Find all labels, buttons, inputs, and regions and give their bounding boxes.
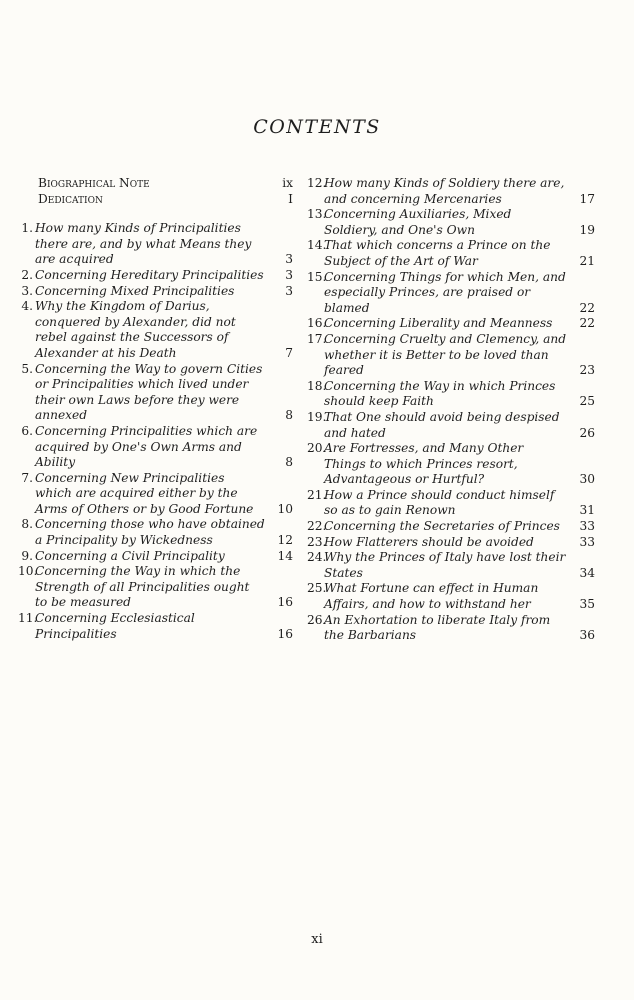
toc-entry-page: 16: [277, 626, 293, 641]
toc-entry-title: How many Kinds of Principalities there are, and by what Means they are acquired: [35, 221, 252, 267]
toc-entry-number: 21.: [307, 487, 327, 502]
page-number: xi: [311, 932, 323, 947]
toc-entry-number: 9.: [21, 548, 33, 563]
toc-entry-number: 26.: [307, 612, 327, 627]
toc-entry-chapter[interactable]: [307, 613, 595, 644]
toc-entry-title: Are Fortresses, and Many Other Things to which Princes resort, Advantageous or Hurtful?: [324, 441, 524, 487]
toc-entry-number: 25.: [307, 581, 327, 596]
toc-entry-number: 16.: [307, 316, 327, 331]
toc-entry-page: 3: [285, 283, 293, 298]
toc-entry-number: 14.: [307, 238, 327, 253]
toc-entry-chapter[interactable]: [18, 471, 293, 518]
toc-entry-chapter[interactable]: [307, 488, 595, 519]
toc-entry-chapter[interactable]: [307, 270, 595, 317]
toc-entry-title: Why the Princes of Italy have lost their States: [324, 550, 566, 580]
toc-entry-page: 12: [277, 533, 293, 548]
toc-entry-number: 22.: [307, 519, 327, 534]
toc-entry-title: Concerning those who have obtained a Principality by Wickedness: [35, 517, 265, 548]
toc-entry-title: Why the Kingdom of Darius, conquered by Alexander, did not rebel against the Successors of Alexander at his Death: [35, 299, 236, 360]
toc-entry-dedication[interactable]: [18, 192, 293, 208]
toc-entry-page: 34: [579, 565, 595, 580]
toc-entry-title: Concerning the Way in which Princes should keep Faith: [324, 378, 556, 409]
toc-right-column: [307, 176, 595, 644]
toc-entry-page: 35: [579, 597, 595, 612]
toc-entry-number: 13.: [307, 207, 327, 222]
toc-entry-chapter[interactable]: [307, 535, 595, 551]
toc-entry-chapter[interactable]: [307, 441, 595, 488]
toc-entry-number: 8.: [21, 517, 33, 532]
toc-entry-title: Concerning Ecclesiastical Principalities: [35, 611, 195, 641]
toc-entry-number: 12.: [307, 176, 327, 190]
toc-entry-chapter[interactable]: [18, 299, 293, 361]
toc-entry-title: Concerning New Principalities which are acquired either by the Arms of Others or by Good Fortune: [35, 470, 254, 516]
toc-entry-title: That which concerns a Prince on the Subject of the Art of War: [324, 238, 551, 268]
toc-entry-number: 15.: [307, 269, 327, 284]
toc-entry-chapter[interactable]: [307, 207, 595, 238]
toc-entry-chapter[interactable]: [307, 519, 595, 535]
toc-entry-page: 19: [579, 222, 595, 237]
toc-entry-chapter[interactable]: [18, 549, 293, 565]
toc-entry-number: 23.: [307, 534, 327, 549]
toc-entry-page: 21: [579, 253, 595, 268]
toc-entry-title: How a Prince should conduct himself so as to gain Renown: [324, 487, 555, 518]
toc-entry-number: 3.: [21, 283, 33, 298]
toc-entry-title: Concerning Liberality and Meanness: [324, 316, 553, 331]
toc-left-chapter-list: [18, 221, 293, 642]
toc-entry-page: 26: [579, 425, 595, 440]
toc-entry-page: 8: [285, 455, 293, 470]
toc-entry-chapter[interactable]: [18, 424, 293, 471]
toc-entry-number: 24.: [307, 550, 327, 565]
toc-entry-title: Concerning Things for which Men, and especially Princes, are praised or blamed: [324, 269, 566, 315]
toc-entry-title: How many Kinds of Soldiery there are, and concerning Mercenaries: [324, 176, 565, 206]
toc-entry-page: 30: [579, 472, 595, 487]
page-title: CONTENTS: [253, 116, 381, 138]
toc-entry-page: 10: [277, 501, 293, 516]
toc-entry-page: 25: [579, 394, 595, 409]
toc-entry-page: 22: [579, 300, 595, 315]
toc-entry-page: 16: [277, 595, 293, 610]
toc-entry-page: 8: [285, 408, 293, 423]
toc-entry-number: 17.: [307, 331, 327, 346]
toc-entry-number: 1.: [21, 221, 33, 236]
toc-entry-biographical-note[interactable]: [18, 176, 293, 192]
toc-entry-title: An Exhortation to liberate Italy from the Barbarians: [324, 612, 551, 643]
toc-entry-page: 33: [579, 534, 595, 549]
toc-entry-title: Concerning Principalities which are acquired by One's Own Arms and Ability: [35, 423, 258, 470]
toc-entry-page: 7: [285, 345, 293, 360]
toc-entry-page: 22: [579, 316, 595, 331]
toc-entry-number: 10.: [18, 564, 38, 579]
toc-entry-title: Biographical Note: [38, 176, 150, 190]
toc-entry-chapter[interactable]: [18, 284, 293, 300]
toc-entry-number: 4.: [21, 299, 33, 314]
toc-entry-page: 23: [579, 363, 595, 378]
toc-entry-title: That One should avoid being despised and hated: [324, 409, 560, 440]
toc-entry-chapter[interactable]: [307, 238, 595, 269]
toc-entry-chapter[interactable]: [18, 517, 293, 548]
toc-entry-page: 31: [579, 503, 595, 518]
toc-entry-page: 14: [277, 548, 293, 563]
toc-entry-title: Concerning the Way in which the Strength of all Principalities ought to be measured: [35, 564, 250, 610]
toc-entry-number: 18.: [307, 378, 327, 393]
toc-entry-page: 3: [285, 252, 293, 267]
toc-entry-chapter[interactable]: [18, 221, 293, 268]
toc-entry-number: 6.: [21, 423, 33, 438]
toc-entry-title: Concerning the Secretaries of Princes: [324, 519, 560, 534]
toc-entry-chapter[interactable]: [307, 550, 595, 581]
toc-entry-number: 11.: [18, 611, 38, 626]
toc-entry-chapter[interactable]: [307, 316, 595, 332]
toc-entry-chapter[interactable]: [307, 581, 595, 612]
toc-entry-chapter[interactable]: [18, 564, 293, 611]
toc-entry-title: Concerning Mixed Principalities: [35, 283, 235, 298]
toc-entry-title: Dedication: [38, 191, 103, 206]
toc-entry-chapter[interactable]: [18, 362, 293, 424]
toc-entry-title: Concerning the Way to govern Cities or Principalities which lived under their own Laws before they were annexed: [35, 361, 263, 423]
toc-entry-page: I: [288, 191, 293, 206]
toc-entry-number: 2.: [21, 267, 33, 282]
toc-entry-title: Concerning Auxiliaries, Mixed Soldiery, and One's Own: [324, 207, 512, 237]
toc-entry-number: 19.: [307, 409, 327, 424]
toc-entry-page: 36: [579, 628, 595, 643]
toc-entry-chapter[interactable]: [307, 379, 595, 410]
toc-entry-page: 17: [579, 191, 595, 206]
toc-entry-number: 5.: [21, 361, 33, 376]
toc-entry-chapter[interactable]: [307, 176, 595, 207]
toc-entry-chapter[interactable]: [307, 332, 595, 379]
toc-entry-number: 20.: [307, 441, 327, 456]
toc-entry-page: 33: [579, 519, 595, 534]
toc-entry-page: 3: [285, 267, 293, 282]
toc-entry-title: Concerning Hereditary Principalities: [35, 267, 264, 282]
toc-entry-title: How Flatterers should be avoided: [324, 534, 534, 549]
toc-entry-chapter[interactable]: [18, 611, 293, 642]
spacer: [18, 207, 293, 221]
toc-right-chapter-list: [307, 176, 595, 644]
toc-entry-title: What Fortune can effect in Human Affairs, and how to withstand her: [324, 581, 539, 612]
toc-entry-title: Concerning a Civil Principality: [35, 548, 225, 563]
toc-entry-title: Concerning Cruelty and Clemency, and whether it is Better to be loved than feared: [324, 331, 567, 378]
toc-entry-chapter[interactable]: [307, 410, 595, 441]
toc-entry-number: 7.: [21, 470, 33, 485]
toc-left-column: [18, 176, 293, 642]
toc-entry-page: ix: [282, 176, 293, 190]
toc-entry-chapter[interactable]: [18, 268, 293, 284]
